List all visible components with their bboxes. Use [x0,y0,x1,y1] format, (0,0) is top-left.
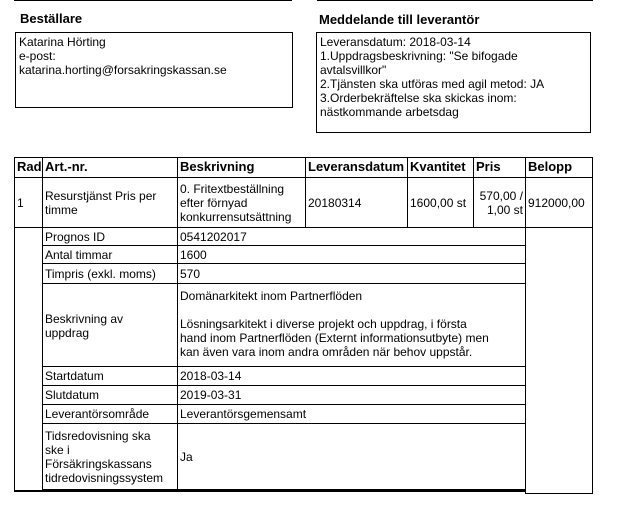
row-artnr-line: timme [45,202,78,217]
detail-label-prognos: Prognos ID [42,227,178,246]
row-beskrivning-line: efter förnyad [180,195,248,210]
meddelande-line: Leveransdatum: 2018-03-14 [320,35,471,49]
bestallare-box [15,32,293,108]
row-pris [473,177,526,228]
top-divider-left [14,0,292,1]
rad-column-filler [14,227,43,492]
header-beskrivning: Beskrivning [177,157,306,178]
detail-label-startdatum: Startdatum [42,366,178,386]
detail-value-startdatum: 2018-03-14 [177,366,526,386]
row-artnr [42,177,178,228]
row-artnr-line: Resurstjänst Pris per [45,188,157,203]
row-beskrivning [177,177,306,228]
header-artnr: Art.-nr. [42,157,178,178]
detail-label-antal-timmar: Antal timmar [42,245,178,264]
top-divider-right [317,0,593,1]
detail-value-antal-timmar: 1600 [177,245,526,264]
detail-label-leverantorsomrade: Leverantörsområde [42,404,178,424]
detail-value-uppdrag [177,283,526,367]
uppdrag-text-line: Lösningsarkitekt i diverse projekt och uppdrag, i första [180,317,467,331]
meddelande-line: 3.Orderbekräftelse ska skickas inom: [320,91,517,105]
header-belopp: Belopp [525,157,593,178]
detail-label-uppdrag [42,283,178,367]
detail-value-tidsredovisning: Ja [177,423,526,490]
row-pris-line: 1,00 st [486,202,523,217]
uppdrag-text-line: kan även vara inom andra områden när behov uppstår. [180,345,473,359]
meddelande-line: nästkommande arbetsdag [320,105,459,119]
row-beskrivning-line: konkurrensutsättning [180,209,292,224]
uppdrag-title: Domänarkitekt inom Partnerflöden [180,289,363,303]
row-beskrivning-line: 0. Fritextbeställning [180,181,285,196]
row-kvantitet: 1600,00 st [407,177,474,228]
meddelande-line: 1.Uppdragsbeskrivning: "Se bifogade [320,49,518,63]
detail-value-slutdatum: 2019-03-31 [177,385,526,405]
meddelande-heading: Meddelande till leverantör [319,12,480,27]
detail-label-slutdatum: Slutdatum [42,385,178,405]
bestallare-email: katarina.horting@forsakringskassan.se [19,63,227,77]
tid-label-line: tidredovisningssystem [45,470,164,485]
bestallare-heading: Beställare [20,11,83,26]
detail-label-tidsredovisning [42,423,178,490]
header-leveransdatum: Leveransdatum [305,157,408,178]
bestallare-name: Katarina Hörting [19,35,106,49]
tid-label-line: Tidsredovisning ska [45,428,151,443]
detail-value-leverantorsomrade: Leverantörsgemensamt [177,404,526,424]
header-rad: Rad [14,157,43,178]
uppdrag-label-line: uppdrag [45,326,90,340]
header-pris: Pris [473,157,526,178]
row-pris-line: 570,00 / [479,188,523,203]
tid-label-line: ske i [45,442,70,457]
row-rad: 1 [14,177,43,228]
meddelande-line: avtalsvillkor" [320,63,387,77]
meddelande-line: 2.Tjänsten ska utföras med agil metod: JA [320,77,545,91]
detail-label-timpris: Timpris (exkl. moms) [42,263,178,284]
detail-value-timpris: 570 [177,263,526,284]
table-bottom-border [14,490,526,492]
uppdrag-text-line: hand inom Partnerflöden (Externt informationsutbyte) men [180,331,489,345]
detail-value-prognos: 0541202017 [177,227,526,246]
bestallare-email-label: e-post: [19,49,56,63]
meddelande-box [316,32,591,133]
header-kvantitet: Kvantitet [407,157,474,178]
row-leveransdatum: 20180314 [305,177,408,228]
row-belopp: 912000,00 [525,177,593,228]
tid-label-line: Försäkringskassans [45,456,152,471]
belopp-column-filler [525,227,593,494]
uppdrag-label-line: Beskrivning av [45,312,124,326]
